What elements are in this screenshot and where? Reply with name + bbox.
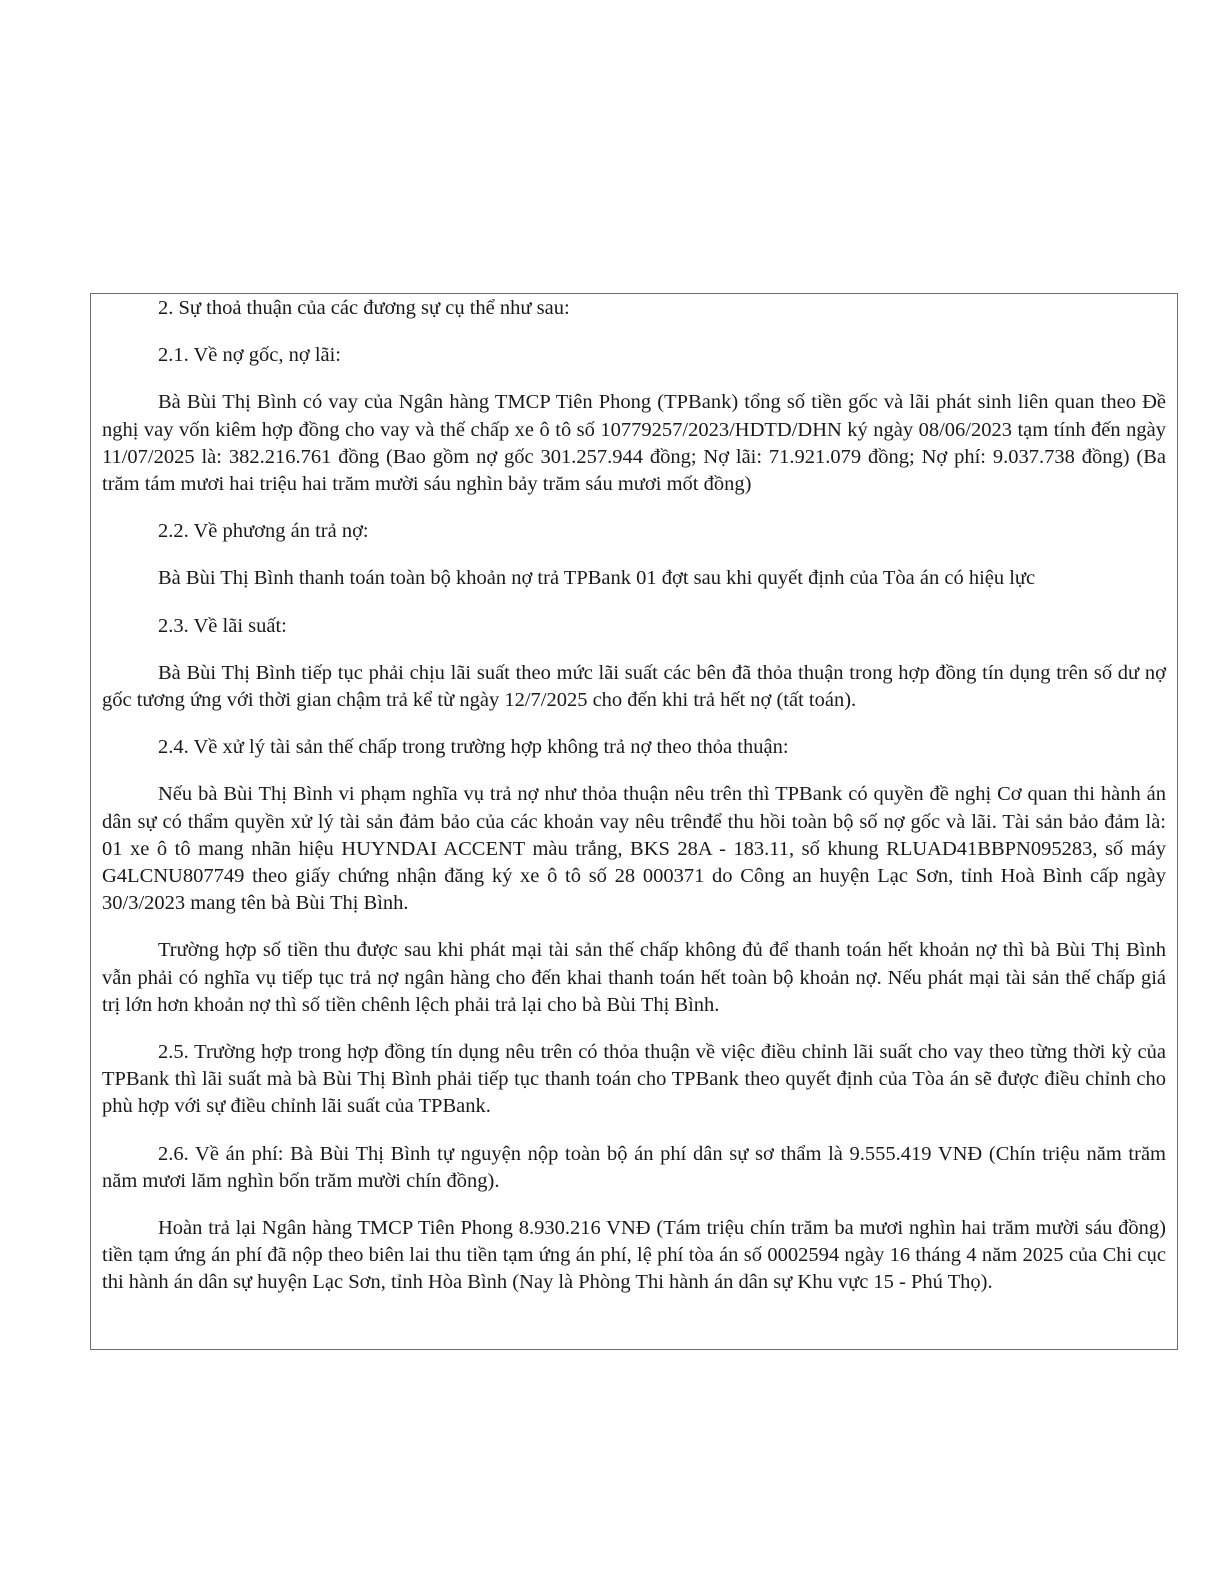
section-2-6-paragraph: 2.6. Về án phí: Bà Bùi Thị Bình tự nguyện nộp toàn bộ án phí dân sự sơ thẩm là 9.555.419 VNĐ (Chín triệu năm trăm năm mươi lăm nghìn bốn trăm mười chín đồng). — [102, 1142, 1166, 1192]
section-2-1-body: Bà Bùi Thị Bình có vay của Ngân hàng TMCP Tiên Phong (TPBank) tổng số tiền gốc và lãi phát sinh liên quan theo Đề nghị vay vốn kiêm hợp đồng cho vay và thế chấp xe ô tô số 10779257/2023/HDTD/DHN ký ngày 08/06/2023 tạm tính đến ngày 11/07/2025 là: 382.216.761 đồng (Bao gồm nợ gốc 301.257.944 đồng; Nợ lãi: 71.921.079 đồng; Nợ phí: 9.037.738 đồng) (Ba trăm tám mươi hai triệu hai trăm mười sáu nghìn bảy trăm sáu mươi mốt đồng) — [102, 391, 1166, 496]
section-2-5-paragraph: 2.5. Trường hợp trong hợp đồng tín dụng nêu trên có thỏa thuận về việc điều chỉnh lãi suất cho vay theo từng thời kỳ của TPBank thì lãi suất mà bà Bùi Thị Bình phải tiếp tục thanh toán cho TPBank theo quyết định của Tòa án sẽ được điều chỉnh cho phù hợp với sự điều chỉnh lãi suất của TPBank. — [102, 1041, 1166, 1118]
section-2-2-heading: 2.2. Về phương án trả nợ: — [158, 520, 369, 543]
section-2-heading: 2. Sự thoả thuận của các đương sự cụ thể như sau: — [158, 297, 570, 319]
section-2-2-body: Bà Bùi Thị Bình thanh toán toàn bộ khoản nợ trả TPBank 01 đợt sau khi quyết định của Tòa án có hiệu lực — [158, 567, 1036, 590]
section-2-3-heading: 2.3. Về lãi suất: — [158, 614, 287, 637]
section-2-4-shortfall-paragraph: Trường hợp số tiền thu được sau khi phát mại tài sản thế chấp không đủ để thanh toán hết khoản nợ thì bà Bùi Thị Bình vẫn phải có nghĩa vụ tiếp tục trả nợ ngân hàng cho đến khai thanh toán hết toàn bộ khoản nợ. Nếu phát mại tài sản thế chấp giá trị lớn hơn khoản nợ thì số tiền chênh lệch phải trả lại cho bà Bùi Thị Bình. — [102, 939, 1166, 1016]
section-2-3-body: Bà Bùi Thị Bình tiếp tục phải chịu lãi suất theo mức lãi suất các bên đã thỏa thuận trong hợp đồng tín dụng trên số dư nợ gốc tương ứng với thời gian chậm trả kể từ ngày 12/7/2025 cho đến khi trả hết nợ (tất toán). — [102, 661, 1166, 712]
agreement-text-box — [90, 293, 1178, 1350]
section-2-4-heading: 2.4. Về xử lý tài sản thế chấp trong trường hợp không trả nợ theo thỏa thuận: — [158, 736, 789, 759]
section-2-4-body: Nếu bà Bùi Thị Bình vi phạm nghĩa vụ trả nợ như thỏa thuận nêu trên thì TPBank có quyền đề nghị Cơ quan thi hành án dân sự có thẩm quyền xử lý tài sản đảm bảo của các khoản vay nêu trênđể thu hồi toàn bộ số nợ gốc và lãi. Tài sản bảo đảm là: 01 xe ô tô mang nhãn hiệu HUYNDAI ACCENT màu trắng, BKS 28A - 183.11, số khung RLUAD41BBPN095283, số máy G4LCNU807749 theo giấy chứng nhận đăng ký xe ô tô số 28 000371 do Công an huyện Lạc Sơn, tỉnh Hoà Bình cấp ngày 30/3/2023 mang tên bà Bùi Thị Bình. — [102, 783, 1166, 915]
refund-paragraph: Hoàn trả lại Ngân hàng TMCP Tiên Phong 8.930.216 VNĐ (Tám triệu chín trăm ba mươi nghìn hai trăm mười sáu đồng) tiền tạm ứng án phí đã nộp theo biên lai thu tiền tạm ứng án phí, lệ phí tòa án số 0002594 ngày 16 tháng 4 năm 2025 của Chi cục thi hành án dân sự huyện Lạc Sơn, tỉnh Hòa Bình (Nay là Phòng Thi hành án dân sự Khu vực 15 - Phú Thọ). — [102, 1217, 1166, 1294]
section-2-1-heading: 2.1. Về nợ gốc, nợ lãi: — [158, 344, 341, 367]
